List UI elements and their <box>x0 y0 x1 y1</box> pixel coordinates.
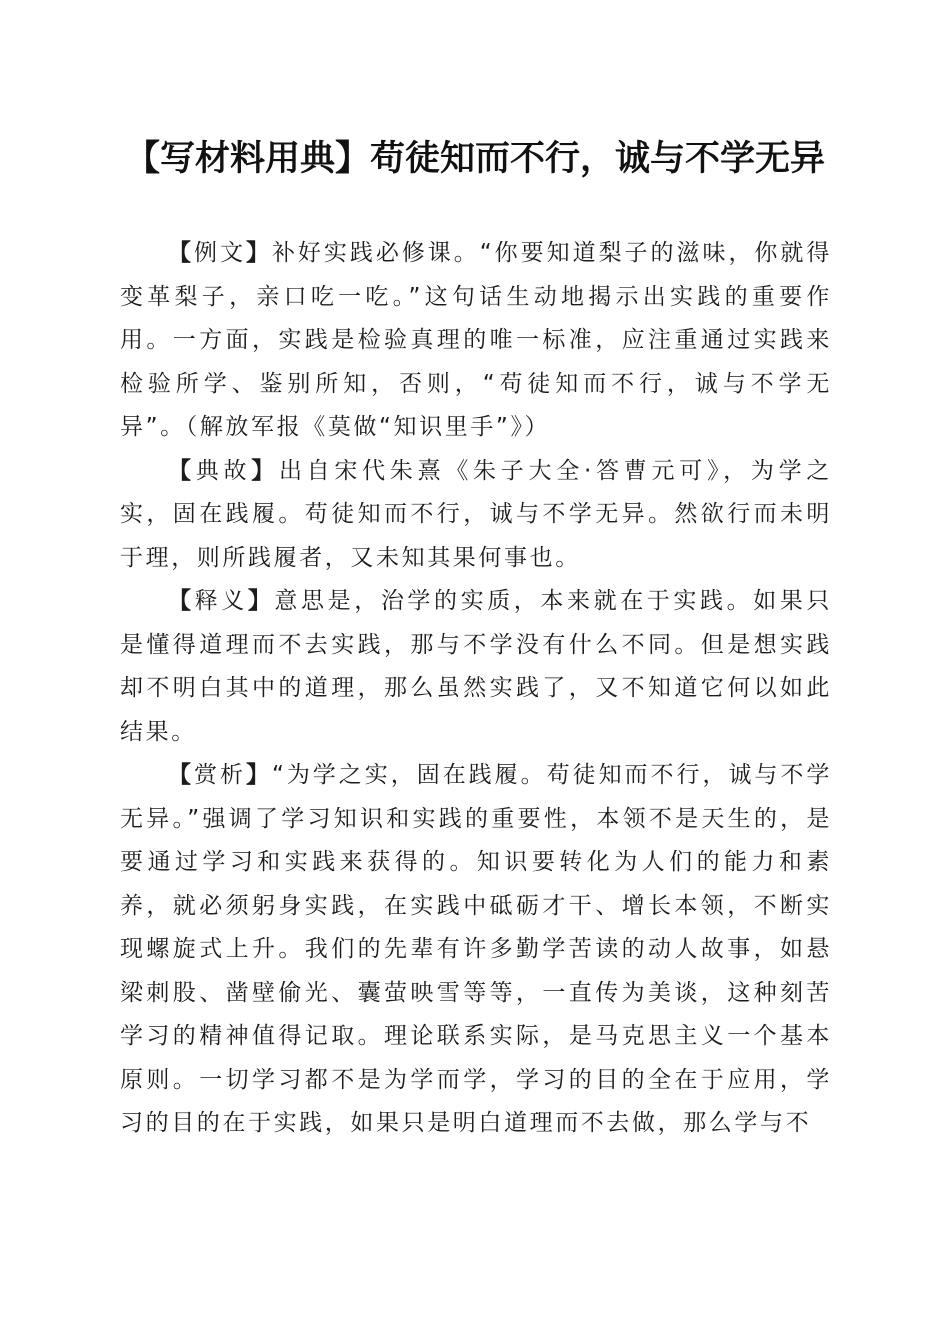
bracket-open: 【 <box>168 457 196 484</box>
bracket-open: 【 <box>168 240 194 266</box>
section-tag-interpretation: 释义 <box>194 588 248 614</box>
paragraph-text: 补好实践必修课。“你要知道梨子的滋味，你就得变革梨子，亲口吃一吃。”这句话生动地揭示出实践的重要作用。一方面，实践是检验真理的唯一标准，应注重通过实践来检验所学、鉴别所知，否则，“苟徒知而不行，诚与不学无异”。（解放军报《莫做“知识里手”》） <box>120 240 832 440</box>
bracket-close: 】 <box>251 457 279 484</box>
section-tag-appreciation: 赏析 <box>193 762 246 788</box>
bracket-open: 【 <box>168 762 194 788</box>
bracket-open: 【 <box>168 588 195 614</box>
bracket-close: 】 <box>247 588 275 614</box>
document-body <box>120 232 832 1146</box>
paragraph-interpretation <box>120 580 832 754</box>
bracket-close: 】 <box>245 762 272 788</box>
paragraph-text: “为学之实，固在践履。苟徒知而不行，诚与不学无异。”强调了学习知识和实践的重要性，本领不是天生的，是要通过学习和实践来获得的。知识要转化为人们的能力和素养，就必须躬身实践，在实践中砥砺才干、增长本领，不断实现螺旋式上升。我们的先辈有许多勤学苦读的动人故事，如悬梁刺股、凿壁偷光、囊萤映雪等等，一直传为美谈，这种刻苦学习的精神值得记取。理论联系实际，是马克思主义一个基本原则。一切学习都不是为学而学，学习的目的全在于应用，学习的目的在于实践，如果只是明白道理而不去做，那么学与不 <box>120 762 832 1136</box>
paragraph-text: 意思是，治学的实质，本来就在于实践。如果只是懂得道理而不去实践，那与不学没有什么不同。但是想实践却不明白其中的道理，那么虽然实践了，又不知道它何以如此结果。 <box>120 588 832 745</box>
section-tag-allusion: 典故 <box>195 457 252 484</box>
bracket-close: 】 <box>245 240 272 266</box>
paragraph-allusion <box>120 450 832 581</box>
section-tag-example: 例文 <box>193 240 246 266</box>
paragraph-example <box>120 232 832 450</box>
document-title: 【写材料用典】苟徒知而不行，诚与不学无异 <box>124 138 825 179</box>
paragraph-text: 出自宋代朱熹《朱子大全·答曹元可》，为学之实，固在践履。苟徒知而不行，诚与不学无异。然欲行而未明于理，则所践履者，又未知其果何事也。 <box>120 457 832 571</box>
paragraph-appreciation <box>120 754 832 1146</box>
